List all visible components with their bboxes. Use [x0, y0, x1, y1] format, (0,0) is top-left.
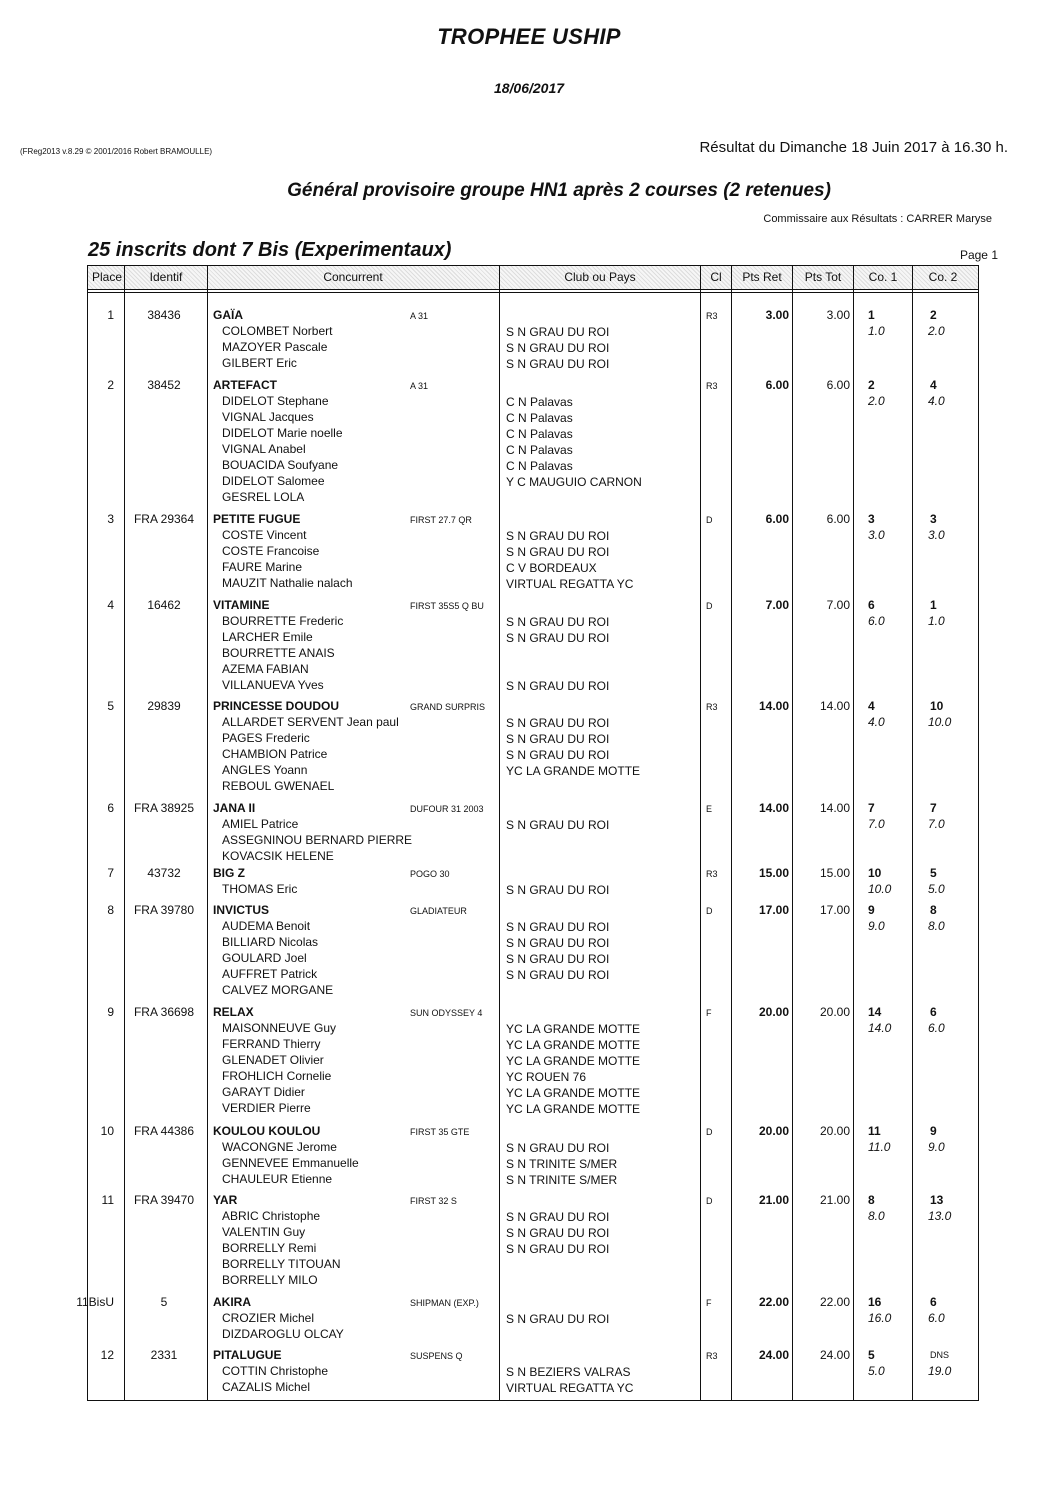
course-2-points: 6.0 [928, 1311, 945, 1325]
crew-member: CAZALIS Michel [222, 1380, 311, 1394]
crew-member: BOURRETTE Frederic [222, 614, 344, 628]
crew-member: FERRAND Thierry [222, 1037, 321, 1051]
software-credit: (FReg2013 v.8.29 © 2001/2016 Robert BRAMOULLE) [20, 147, 213, 156]
pts-tot-cell: 24.00 [819, 1348, 850, 1362]
course-2-rank: 10 [930, 699, 944, 713]
crew-club: VIRTUAL REGATTA YC [506, 1381, 634, 1395]
crew-club: S N GRAU DU ROI [506, 716, 610, 730]
crew-club: C V BORDEAUX [506, 561, 597, 575]
col-concurrent: Concurrent [323, 270, 383, 284]
crew-member: AUFFRET Patrick [222, 967, 318, 981]
crew-member: COSTE Vincent [222, 528, 307, 542]
crew-club: S N GRAU DU ROI [506, 732, 610, 746]
crew-member: THOMAS Eric [222, 882, 298, 896]
boat-name: BIG Z [213, 866, 245, 880]
course-2-points: 7.0 [928, 817, 945, 831]
crew-club: S N GRAU DU ROI [506, 1141, 610, 1155]
crew-member: REBOUL GWENAEL [222, 779, 335, 793]
column-divider [207, 266, 208, 1400]
col-pts-tot: Pts Tot [804, 270, 842, 284]
crew-member: BOUACIDA Soufyane [222, 458, 339, 472]
course-2-rank: 9 [930, 1124, 937, 1138]
boat-name: VITAMINE [213, 598, 270, 612]
crew-club: S N GRAU DU ROI [506, 968, 610, 982]
crew-club: S N GRAU DU ROI [506, 631, 610, 645]
course-2-rank: 7 [930, 801, 937, 815]
crew-club: S N GRAU DU ROI [506, 1312, 610, 1326]
boat-type: GLADIATEUR [410, 906, 467, 916]
crew-club: Y C MAUGUIO CARNON [506, 475, 642, 489]
course-1-points: 10.0 [868, 882, 892, 896]
crew-member: FROHLICH Cornelie [222, 1069, 332, 1083]
crew-member: CHAMBION Patrice [222, 747, 328, 761]
pts-tot-cell: 7.00 [826, 598, 850, 612]
crew-member: DIDELOT Salomee [222, 474, 325, 488]
crew-club: S N GRAU DU ROI [506, 952, 610, 966]
place-cell: 3 [107, 512, 114, 526]
course-2-points: 9.0 [928, 1140, 945, 1154]
course-2-rank: 2 [930, 308, 937, 322]
boat-type: FIRST 35S5 Q BU [410, 601, 484, 611]
boat-type: SUN ODYSSEY 4 [410, 1008, 483, 1018]
place-cell: 9 [107, 1005, 114, 1019]
ident-cell: FRA 44386 [133, 1124, 195, 1138]
crew-club: S N GRAU DU ROI [506, 545, 610, 559]
crew-club: S N GRAU DU ROI [506, 341, 610, 355]
course-2-points: 1.0 [928, 614, 945, 628]
course-2-points: 13.0 [928, 1209, 952, 1223]
pts-tot-cell: 21.00 [819, 1193, 850, 1207]
boat-type: A 31 [410, 311, 429, 321]
page-number: Page 1 [959, 248, 998, 262]
course-2-rank: 5 [930, 866, 937, 880]
boat-type: DUFOUR 31 2003 [410, 804, 484, 814]
course-2-rank: 1 [930, 598, 937, 612]
boat-type: GRAND SURPRIS [410, 702, 486, 712]
pts-ret-cell: 3.00 [765, 308, 789, 322]
course-1-points: 2.0 [868, 394, 885, 408]
crew-member: VALENTIN Guy [222, 1225, 306, 1239]
course-2-points: 6.0 [928, 1021, 945, 1035]
crew-member: CALVEZ MORGANE [222, 983, 334, 997]
column-divider [124, 266, 125, 1400]
course-2-rank: 6 [930, 1295, 937, 1309]
class-cell: D [706, 601, 713, 611]
crew-member: ASSEGNINOU BERNARD PIERRE [222, 833, 413, 847]
crew-club: S N GRAU DU ROI [506, 920, 610, 934]
class-cell: E [706, 804, 713, 814]
class-cell: R3 [706, 311, 718, 321]
pts-ret-cell: 6.00 [765, 378, 789, 392]
course-1-points: 9.0 [868, 919, 885, 933]
course-1-points: 4.0 [868, 715, 885, 729]
pts-tot-cell: 14.00 [819, 699, 850, 713]
crew-member: MAZOYER Pascale [222, 340, 328, 354]
boat-name: KOULOU KOULOU [213, 1124, 321, 1138]
crew-member: DIDELOT Stephane [222, 394, 329, 408]
date: 18/06/2017 [493, 80, 565, 96]
course-1-points: 11.0 [868, 1140, 891, 1154]
crew-member: ANGLES Yoann [222, 763, 308, 777]
class-cell: R3 [706, 869, 718, 879]
boat-type: A 31 [410, 381, 429, 391]
crew-club: YC LA GRANDE MOTTE [506, 1086, 641, 1100]
pts-tot-cell: 20.00 [819, 1005, 850, 1019]
title: TROPHEE USHIP [437, 24, 621, 49]
course-1-points: 7.0 [868, 817, 885, 831]
place-cell: 1 [107, 308, 114, 322]
pts-ret-cell: 17.00 [758, 903, 789, 917]
crew-club: C N Palavas [506, 395, 573, 409]
crew-member: DIDELOT Marie noelle [222, 426, 343, 440]
crew-member: KOVACSIK HELENE [222, 849, 334, 863]
ident-cell: 38436 [147, 308, 181, 322]
column-divider [792, 266, 793, 1400]
col-pts-ret: Pts Ret [742, 270, 782, 284]
crew-club: YC LA GRANDE MOTTE [506, 764, 641, 778]
boat-type: POGO 30 [410, 869, 450, 879]
commissaire: Commissaire aux Résultats : CARRER Maryse [763, 213, 992, 225]
crew-member: COSTE Francoise [222, 544, 320, 558]
place-cell: 2 [107, 378, 114, 392]
boat-name: GAÏA [213, 308, 243, 322]
boat-name: PRINCESSE DOUDOU [213, 699, 340, 713]
course-1-points: 16.0 [868, 1311, 892, 1325]
crew-member: GENNEVEE Emmanuelle [222, 1156, 359, 1170]
col-class: Cl [710, 270, 722, 284]
crew-member: BORRELLY MILO [222, 1273, 318, 1287]
crew-member: ABRIC Christophe [222, 1209, 321, 1223]
class-cell: R3 [706, 702, 718, 712]
crew-member: PAGES Frederic [222, 731, 310, 745]
pts-ret-cell: 20.00 [758, 1124, 789, 1138]
ident-cell: FRA 36698 [133, 1005, 195, 1019]
course-1-rank: 6 [868, 598, 875, 612]
course-2-rank: DNS [930, 1350, 950, 1360]
crew-member: BILLIARD Nicolas [222, 935, 319, 949]
course-1-rank: 3 [868, 512, 875, 526]
course-2-points: 4.0 [928, 394, 945, 408]
crew-member: VERDIER Pierre [222, 1101, 311, 1115]
col-place: Place [91, 270, 123, 284]
boat-type: SHIPMAN (EXP.) [410, 1298, 479, 1308]
ident-cell: 29839 [147, 699, 181, 713]
ident-cell: FRA 39470 [133, 1193, 195, 1207]
class-cell: D [706, 515, 713, 525]
crew-member: DIZDAROGLU OLCAY [222, 1327, 344, 1341]
boat-type: SUSPENS Q [410, 1351, 463, 1361]
course-1-rank: 11 [868, 1124, 881, 1138]
col-course-1: Co. 1 [868, 270, 898, 284]
course-2-points: 3.0 [928, 528, 945, 542]
course-1-rank: 14 [868, 1005, 882, 1019]
crew-member: VIGNAL Jacques [222, 410, 314, 424]
boat-name: AKIRA [213, 1295, 251, 1309]
crew-club: S N GRAU DU ROI [506, 357, 610, 371]
crew-member: BORRELLY TITOUAN [222, 1257, 341, 1271]
crew-club: S N GRAU DU ROI [506, 883, 610, 897]
course-1-rank: 1 [868, 308, 875, 322]
column-divider [499, 266, 500, 1400]
course-1-points: 8.0 [868, 1209, 885, 1223]
course-2-rank: 13 [930, 1193, 944, 1207]
crew-club: YC LA GRANDE MOTTE [506, 1102, 641, 1116]
crew-club: YC LA GRANDE MOTTE [506, 1038, 641, 1052]
class-cell: F [706, 1008, 712, 1018]
course-1-points: 1.0 [868, 324, 885, 338]
class-cell: D [706, 1196, 713, 1206]
class-cell: R3 [706, 381, 718, 391]
place-cell: 10 [100, 1124, 114, 1138]
crew-member: MAISONNEUVE Guy [222, 1021, 337, 1035]
pts-ret-cell: 21.00 [758, 1193, 789, 1207]
pts-tot-cell: 3.00 [826, 308, 850, 322]
crew-member: ALLARDET SERVENT Jean paul [222, 715, 399, 729]
column-divider [853, 266, 854, 1400]
place-cell: 8 [107, 903, 114, 917]
crew-member: VIGNAL Anabel [222, 442, 306, 456]
pts-ret-cell: 14.00 [758, 699, 789, 713]
subtitle: Général provisoire groupe HN1 après 2 courses (2 retenues) [287, 180, 831, 201]
boat-name: RELAX [213, 1005, 254, 1019]
course-2-points: 10.0 [928, 715, 952, 729]
place-cell: 11 [101, 1193, 114, 1207]
crew-club: YC ROUEN 76 [506, 1070, 587, 1084]
course-1-points: 6.0 [868, 614, 885, 628]
pts-ret-cell: 20.00 [758, 1005, 789, 1019]
crew-member: GOULARD Joel [222, 951, 307, 965]
crew-club: S N TRINITE S/MER [506, 1173, 618, 1187]
col-club: Club ou Pays [564, 270, 636, 284]
boat-name: INVICTUS [213, 903, 270, 917]
crew-member: CHAULEUR Etienne [222, 1172, 333, 1186]
pts-ret-cell: 7.00 [765, 598, 789, 612]
crew-club: C N Palavas [506, 427, 573, 441]
col-ident: Identif [149, 270, 183, 284]
course-2-points: 8.0 [928, 919, 945, 933]
crew-member: BORRELLY Remi [222, 1241, 317, 1255]
crew-member: MAUZIT Nathalie nalach [222, 576, 353, 590]
crew-member: FAURE Marine [222, 560, 303, 574]
course-1-rank: 5 [868, 1348, 875, 1362]
ident-cell: FRA 39780 [133, 903, 195, 917]
crew-club: S N BEZIERS VALRAS [506, 1365, 631, 1379]
crew-club: YC LA GRANDE MOTTE [506, 1022, 641, 1036]
crew-member: COTTIN Christophe [222, 1364, 329, 1378]
course-2-rank: 6 [930, 1005, 937, 1019]
result-line: Résultat du Dimanche 18 Juin 2017 à 16.30 h. [699, 139, 1008, 156]
column-divider [700, 266, 701, 1400]
crew-member: GLENADET Olivier [222, 1053, 324, 1067]
boat-type: FIRST 32 S [410, 1196, 457, 1206]
course-1-rank: 10 [868, 866, 882, 880]
crew-member: AUDEMA Benoit [222, 919, 311, 933]
crew-member: AZEMA FABIAN [222, 662, 309, 676]
class-cell: F [706, 1298, 712, 1308]
place-cell: 4 [107, 598, 114, 612]
pts-ret-cell: 24.00 [758, 1348, 789, 1362]
results-table [76, 265, 979, 1401]
pts-tot-cell: 14.00 [819, 801, 850, 815]
crew-club: S N GRAU DU ROI [506, 1210, 610, 1224]
ident-cell: 2331 [150, 1348, 178, 1362]
crew-club: S N TRINITE S/MER [506, 1157, 618, 1171]
crew-club: S N GRAU DU ROI [506, 1226, 610, 1240]
ident-cell: FRA 29364 [133, 512, 195, 526]
class-cell: D [706, 1127, 713, 1137]
course-1-rank: 2 [868, 378, 875, 392]
ident-cell: 38452 [147, 378, 181, 392]
crew-member: BOURRETTE ANAIS [222, 646, 335, 660]
course-1-rank: 16 [868, 1295, 882, 1309]
course-2-points: 2.0 [928, 324, 945, 338]
crew-member: AMIEL Patrice [222, 817, 299, 831]
boat-name: ARTEFACT [213, 378, 277, 392]
course-1-rank: 7 [868, 801, 875, 815]
crew-member: WACONGNE Jerome [222, 1140, 337, 1154]
pts-ret-cell: 15.00 [758, 866, 789, 880]
column-divider [912, 266, 913, 1400]
pts-tot-cell: 6.00 [826, 378, 850, 392]
course-2-rank: 3 [930, 512, 937, 526]
boat-type: FIRST 35 GTE [410, 1127, 470, 1137]
boat-name: PITALUGUE [213, 1348, 282, 1362]
col-course-2: Co. 2 [928, 270, 958, 284]
course-1-points: 5.0 [868, 1364, 885, 1378]
column-divider [731, 266, 732, 1400]
course-1-rank: 8 [868, 1193, 875, 1207]
course-2-rank: 8 [930, 903, 937, 917]
pts-tot-cell: 22.00 [819, 1295, 850, 1309]
crew-member: COLOMBET Norbert [222, 324, 333, 338]
pts-tot-cell: 17.00 [819, 903, 850, 917]
course-2-points: 19.0 [928, 1364, 952, 1378]
crew-club: S N GRAU DU ROI [506, 748, 610, 762]
crew-member: GILBERT Eric [222, 356, 297, 370]
pts-ret-cell: 22.00 [758, 1295, 789, 1309]
crew-club: S N GRAU DU ROI [506, 936, 610, 950]
crew-member: LARCHER Emile [222, 630, 313, 644]
crew-club: S N GRAU DU ROI [506, 615, 610, 629]
place-cell: 12 [100, 1348, 114, 1362]
pts-ret-cell: 14.00 [758, 801, 789, 815]
crew-club: S N GRAU DU ROI [506, 679, 610, 693]
crew-club: C N Palavas [506, 411, 573, 425]
crew-club: C N Palavas [506, 459, 573, 473]
boat-name: YAR [213, 1193, 238, 1207]
class-cell: R3 [706, 1351, 718, 1361]
header-rule [88, 292, 978, 293]
boat-type: FIRST 27.7 QR [410, 515, 472, 525]
crew-club: C N Palavas [506, 443, 573, 457]
inscrits-count: 25 inscrits dont 7 Bis (Experimentaux) [88, 239, 452, 261]
pts-tot-cell: 6.00 [826, 512, 850, 526]
pts-tot-cell: 15.00 [819, 866, 850, 880]
course-2-points: 5.0 [928, 882, 945, 896]
ident-cell: 16462 [147, 598, 181, 612]
place-cell: 5 [107, 699, 114, 713]
course-1-points: 14.0 [868, 1021, 892, 1035]
course-1-rank: 9 [868, 903, 875, 917]
place-cell: 7 [107, 866, 114, 880]
ident-cell: 5 [160, 1295, 168, 1309]
crew-club: S N GRAU DU ROI [506, 1242, 610, 1256]
crew-member: CROZIER Michel [222, 1311, 315, 1325]
table-header [88, 266, 978, 290]
crew-club: S N GRAU DU ROI [506, 325, 610, 339]
crew-club: VIRTUAL REGATTA YC [506, 577, 634, 591]
pts-tot-cell: 20.00 [819, 1124, 850, 1138]
crew-member: GESREL LOLA [222, 490, 305, 504]
course-1-rank: 4 [868, 699, 875, 713]
class-cell: D [706, 906, 713, 916]
course-1-points: 3.0 [868, 528, 885, 542]
boat-name: PETITE FUGUE [213, 512, 301, 526]
ident-cell: FRA 38925 [133, 801, 195, 815]
place-cell: 6 [107, 801, 114, 815]
boat-name: JANA II [213, 801, 256, 815]
course-2-rank: 4 [930, 378, 937, 392]
pts-ret-cell: 6.00 [765, 512, 789, 526]
crew-club: YC LA GRANDE MOTTE [506, 1054, 641, 1068]
ident-cell: 43732 [147, 866, 181, 880]
place-cell: 11BisU [76, 1295, 114, 1309]
crew-member: GARAYT Didier [222, 1085, 305, 1099]
crew-club: S N GRAU DU ROI [506, 529, 610, 543]
crew-club: S N GRAU DU ROI [506, 818, 610, 832]
crew-member: VILLANUEVA Yves [222, 678, 324, 692]
